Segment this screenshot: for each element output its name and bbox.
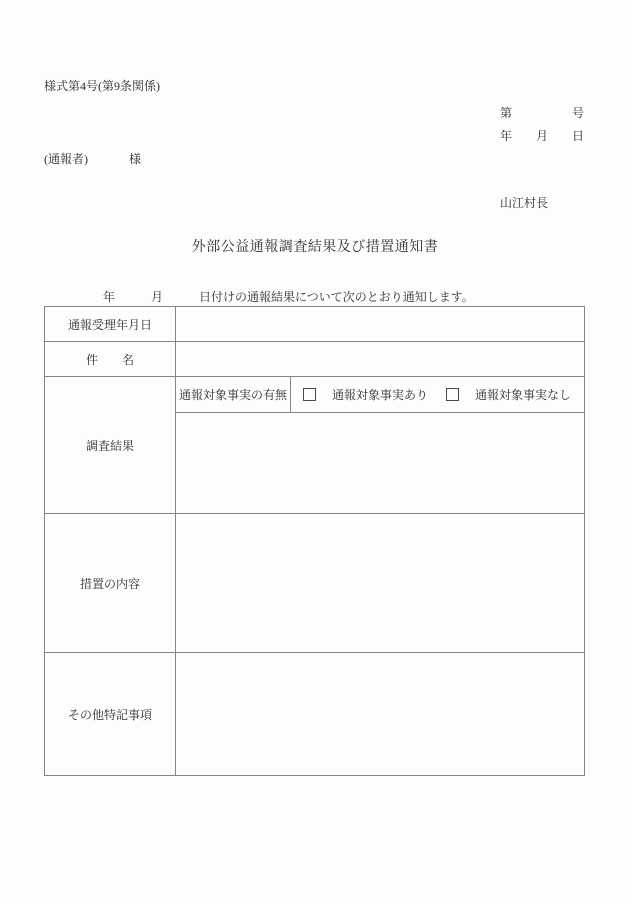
table-row-measures (45, 514, 585, 653)
recipient-honorific: 様 (129, 152, 142, 166)
document-title: 外部公益通報調査結果及び措置通知書 (191, 240, 439, 255)
fact-absent-checkbox-icon[interactable] (446, 388, 459, 401)
report-date-value-cell (176, 307, 585, 342)
fact-present-checkbox-label: 通報対象事実あり (332, 388, 429, 402)
form-number: 様式第4号(第9条関係) (44, 79, 160, 93)
notes-label-cell: その他特記事項 (45, 653, 176, 776)
checkbox-group-fact-absent (446, 386, 571, 403)
checkbox-group-fact-present (303, 386, 428, 403)
doc-number-prefix: 第 (500, 106, 513, 120)
fact-presence-label-cell: 通報対象事実の有無 (176, 377, 291, 413)
sender-name: 山江村長 (500, 196, 549, 210)
table-row-subject (45, 342, 585, 377)
doc-number-suffix: 号 (571, 106, 584, 120)
measures-value-cell (176, 514, 585, 653)
report-date-label-cell: 通報受理年月日 (45, 307, 176, 342)
intro-sentence: 年 月 日付けの通報結果について次のとおり通知します。 (103, 290, 474, 304)
date-day-label: 日 (571, 129, 584, 143)
table-row-fact-presence (45, 377, 585, 413)
subject-label-cell: 件 名 (45, 342, 176, 377)
investigation-label-cell: 調査結果 (45, 377, 176, 514)
date-line (500, 127, 584, 144)
date-year-label: 年 (500, 129, 513, 143)
recipient-label: (通報者) (44, 152, 88, 166)
notice-form-table (44, 306, 585, 776)
doc-number-line (500, 104, 584, 121)
subject-value-cell (176, 342, 585, 377)
fact-absent-checkbox-label: 通報対象事実なし (475, 388, 572, 402)
recipient-line (44, 150, 141, 167)
fact-presence-options-cell (291, 377, 585, 413)
measures-label-cell: 措置の内容 (45, 514, 176, 653)
table-row-notes (45, 653, 585, 776)
notes-value-cell (176, 653, 585, 776)
fact-present-checkbox-icon[interactable] (303, 388, 316, 401)
date-month-label: 月 (535, 129, 548, 143)
table-row-report-date (45, 307, 585, 342)
investigation-value-cell (176, 413, 585, 514)
